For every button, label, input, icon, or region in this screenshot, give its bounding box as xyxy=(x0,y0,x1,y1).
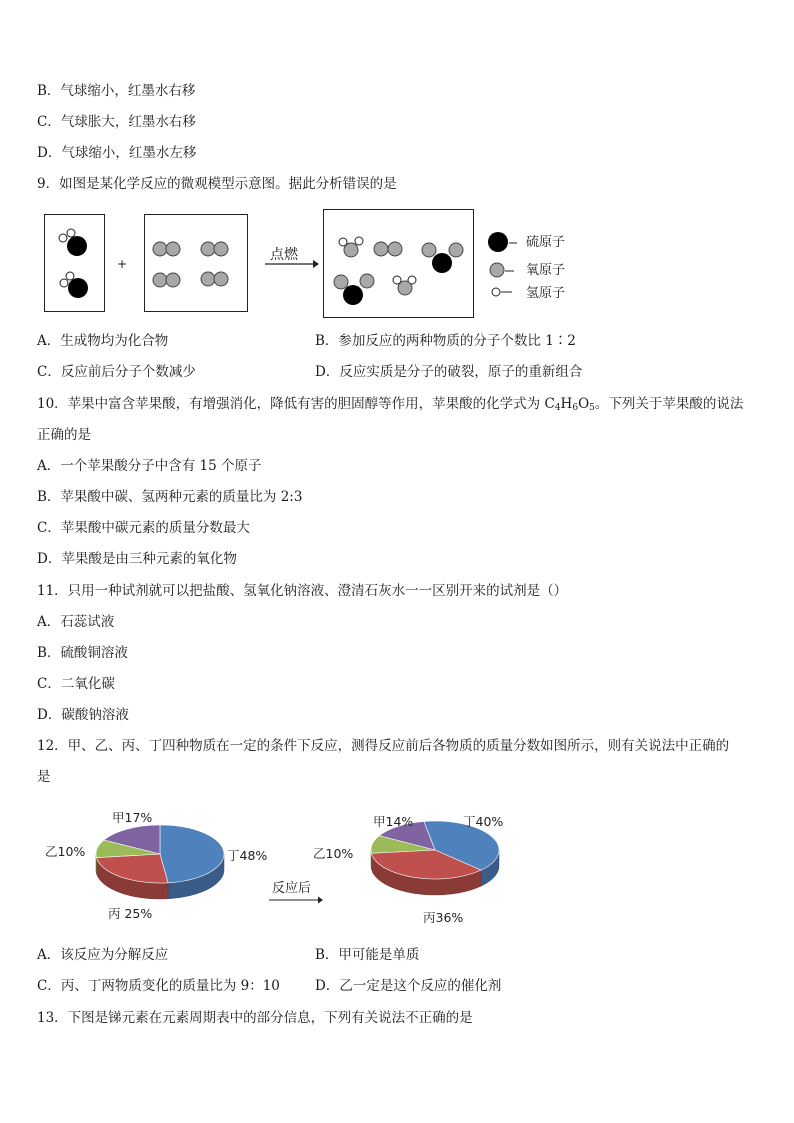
pie-label-乙: 乙10% xyxy=(45,844,86,859)
reaction-arrow xyxy=(263,258,319,272)
q11-option-a: A．石蕊试液 xyxy=(37,614,115,630)
h2s-molecule xyxy=(60,272,88,298)
legend-sulfur-label: 硫原子 xyxy=(526,235,566,250)
q9-option-d: D．反应实质是分子的破裂，原子的重新组合 xyxy=(315,364,583,380)
q10-option-b: B．苹果酸中碳、氢两种元素的质量比为 2:3 xyxy=(37,489,303,505)
after-reaction-arrow xyxy=(268,895,324,905)
q8-option-c: C．气球胀大，红墨水右移 xyxy=(37,114,196,130)
q10-stem-line2: 正确的是 xyxy=(37,427,91,443)
reactant-box-h2s xyxy=(44,214,105,312)
q10-option-c: C．苹果酸中碳元素的质量分数最大 xyxy=(37,520,250,536)
reactant-box-o2 xyxy=(144,214,248,312)
legend-hydrogen-label: 氢原子 xyxy=(526,286,566,301)
q9-stem: 9．如图是某化学反应的微观模型示意图。据此分析错误的是 xyxy=(37,176,397,192)
pie-label-乙: 乙10% xyxy=(313,846,354,861)
product-box xyxy=(323,209,474,318)
q8-option-b: B．气球缩小，红墨水右移 xyxy=(37,83,196,99)
q10-option-a: A．一个苹果酸分子中含有 15 个原子 xyxy=(37,458,262,474)
q11-stem: 11．只用一种试剂就可以把盐酸、氢氧化钠溶液、澄清石灰水一一区别开来的试剂是（） xyxy=(37,583,568,599)
ignite-label: 点燃 xyxy=(270,247,298,263)
q12-option-b: B．甲可能是单质 xyxy=(315,947,420,963)
pie-label-丁: 丁48% xyxy=(227,848,268,863)
q13-stem: 13．下图是锑元素在元素周期表中的部分信息，下列有关说法不正确的是 xyxy=(37,1010,473,1026)
q12-option-d: D．乙一定是这个反应的催化剂 xyxy=(315,978,502,994)
q10-option-d: D．苹果酸是由三种元素的氧化物 xyxy=(37,551,237,567)
pie-chart-before xyxy=(40,808,280,932)
h2s-molecule xyxy=(59,229,87,256)
pie-chart-after xyxy=(305,808,545,932)
pie-label-丙: 丙 25% xyxy=(108,906,153,921)
q12-stem-line1: 12．甲、乙、丙、丁四种物质在一定的条件下反应，测得反应前后各物质的质量分数如图所示，则有关说法中正确的 xyxy=(37,738,730,754)
pie-label-丙: 丙36% xyxy=(423,910,464,925)
q9-option-b: B．参加反应的两种物质的分子个数比 1∶2 xyxy=(315,333,576,349)
q10-stem-line1: 10．苹果中富含苹果酸，有增强消化，降低有害的胆固醇等作用，苹果酸的化学式为 $C_4H_6O_5$。下列关于苹果酸的说法 xyxy=(37,396,744,413)
q11-option-c: C．二氧化碳 xyxy=(37,676,115,692)
q12-stem-line2: 是 xyxy=(37,769,51,785)
q12-option-c: C．丙、丁两物质变化的质量比为 9：10 xyxy=(37,978,280,994)
pie-label-丁: 丁40% xyxy=(463,814,504,829)
pie-label-甲: 甲17% xyxy=(112,810,153,825)
q8-option-d: D．气球缩小，红墨水左移 xyxy=(37,145,197,161)
after-reaction-label: 反应后 xyxy=(272,881,312,896)
legend-oxygen-label: 氧原子 xyxy=(526,263,566,278)
q9-option-c: C．反应前后分子个数减少 xyxy=(37,364,196,380)
plus-sign: + xyxy=(117,257,128,271)
q9-option-a: A．生成物均为化合物 xyxy=(37,333,169,349)
q11-option-d: D．碳酸钠溶液 xyxy=(37,707,129,723)
pie-label-甲: 甲14% xyxy=(373,814,414,829)
q12-option-a: A．该反应为分解反应 xyxy=(37,947,169,963)
q11-option-b: B．硫酸铜溶液 xyxy=(37,645,128,661)
